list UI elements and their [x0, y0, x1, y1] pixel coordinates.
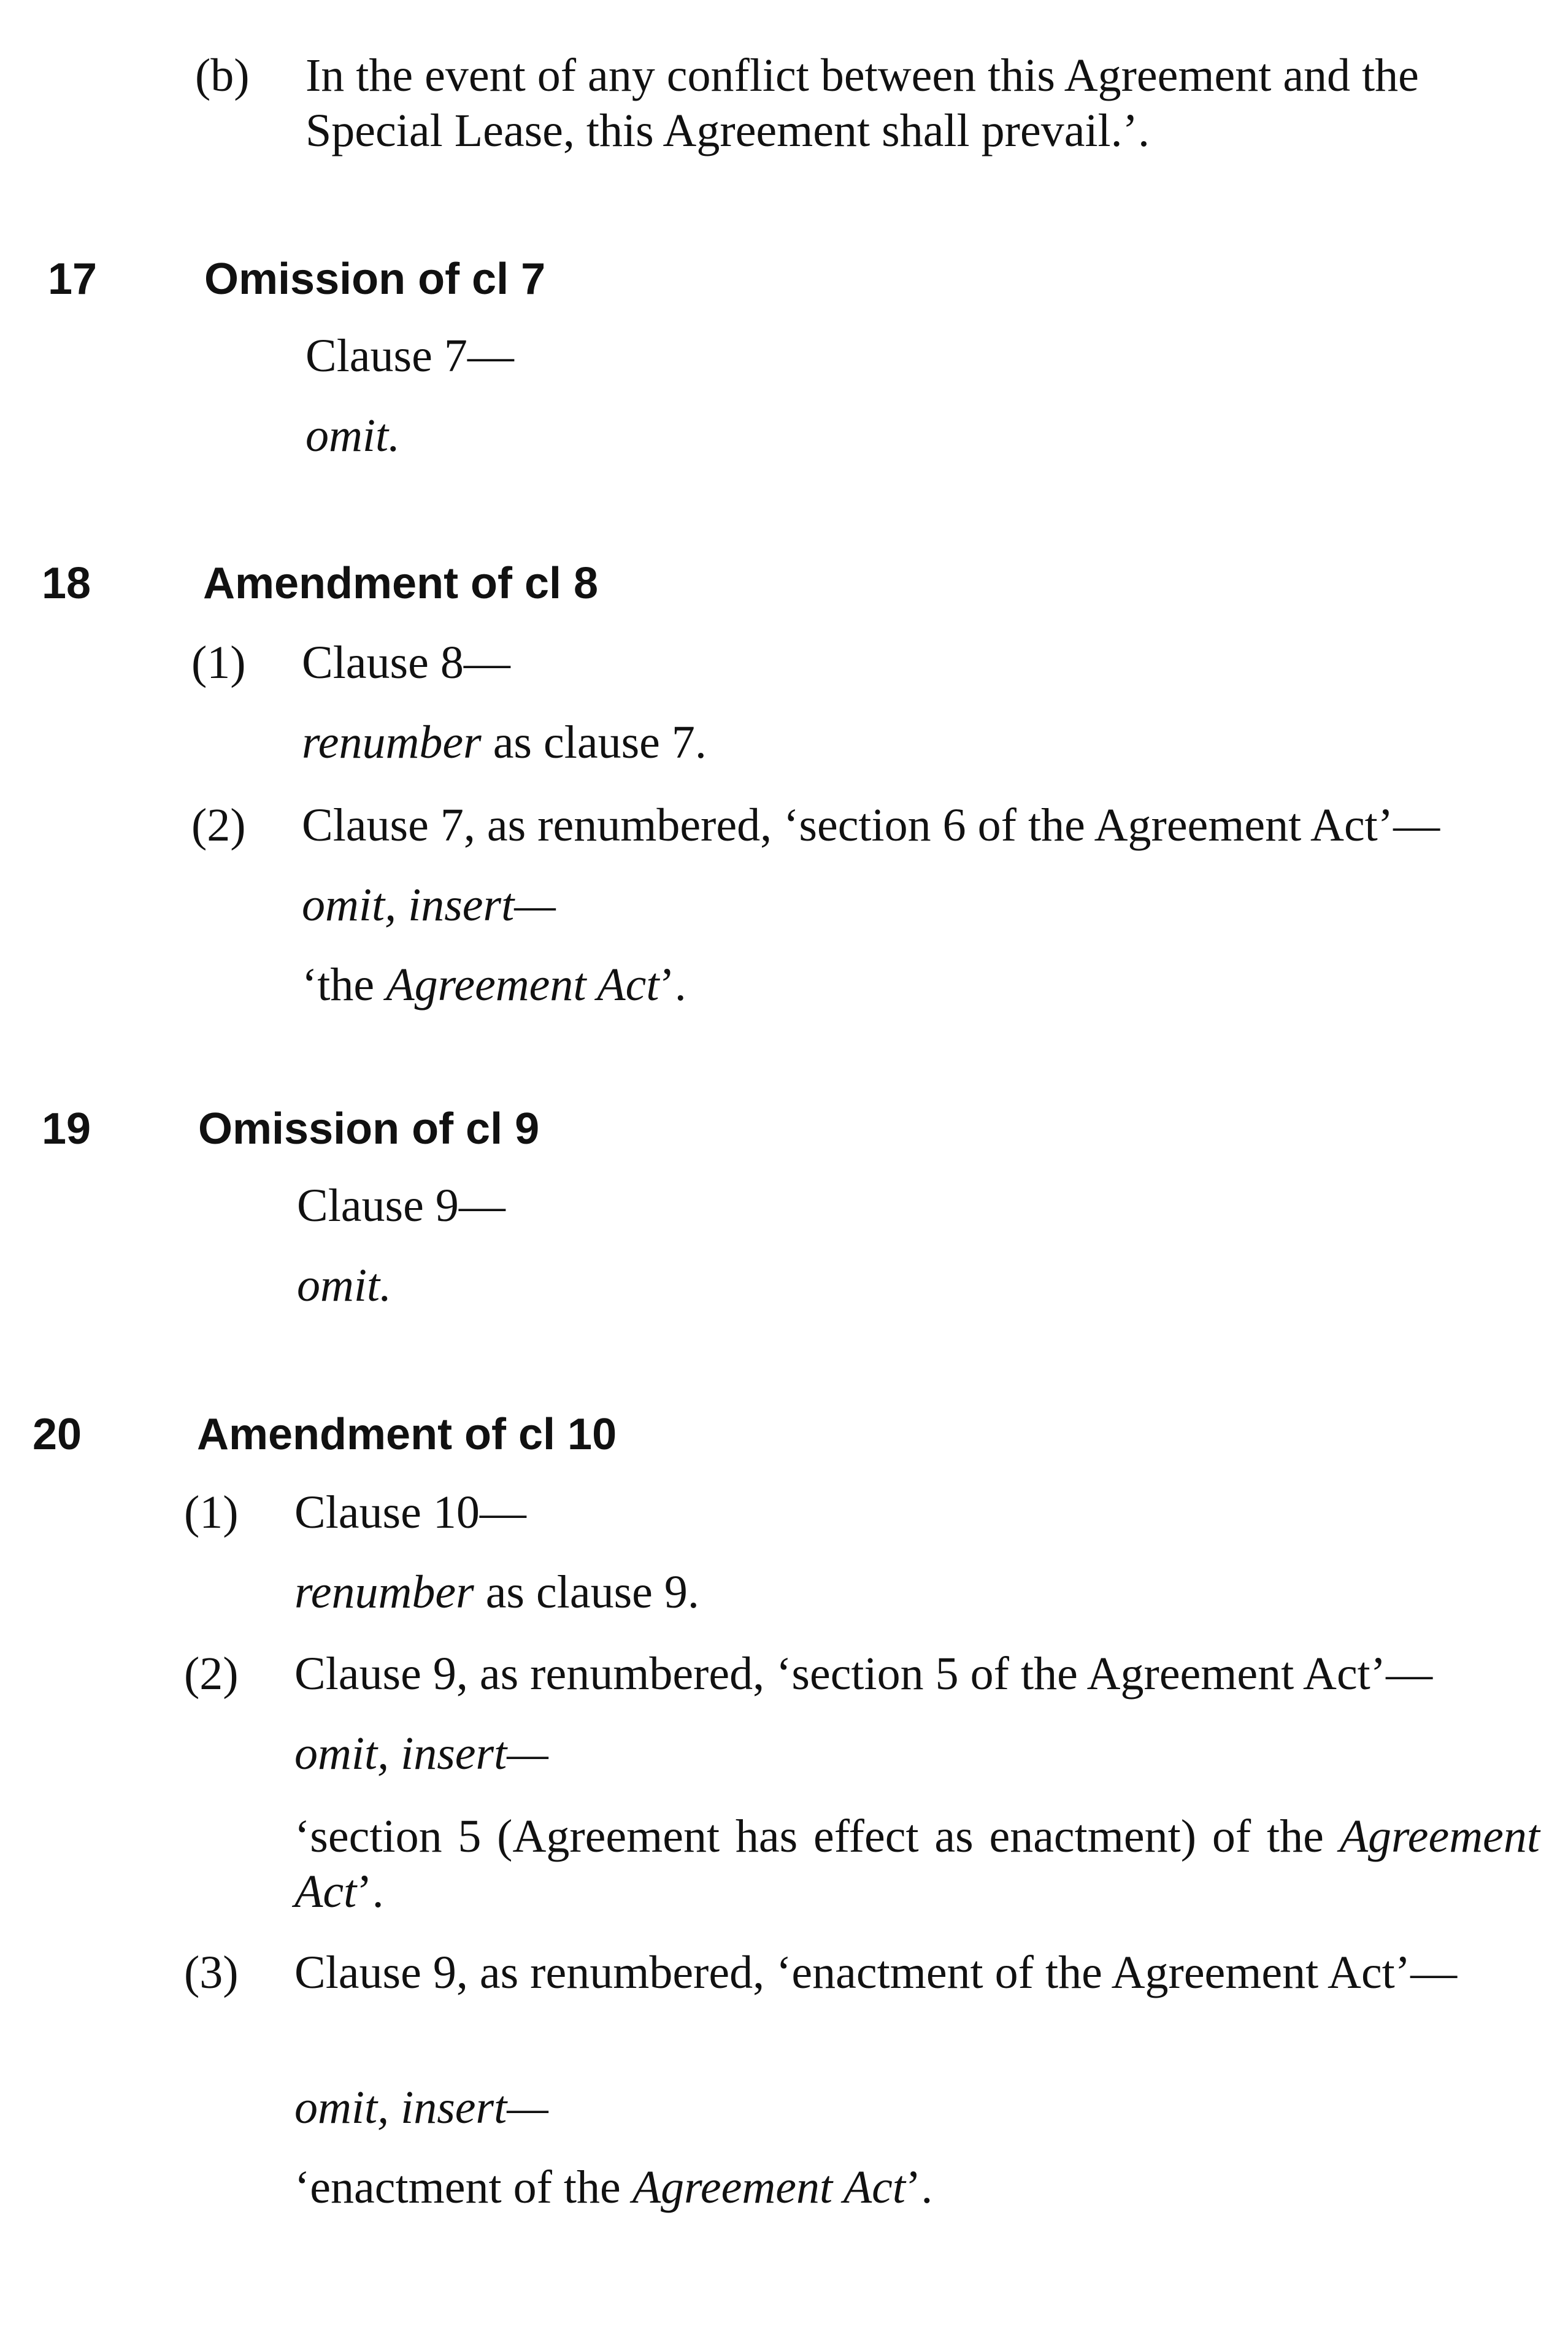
s20-sub3-insert-open: ‘enactment of the: [294, 2162, 632, 2213]
s18-sub2-insert: [302, 957, 686, 1012]
s18-sub1-rest: as clause 7.: [481, 717, 707, 768]
section-20-heading: Amendment of cl 10: [197, 1410, 617, 1459]
section-20-number: 20: [33, 1410, 82, 1459]
s20-sub3-clause: Clause 9, as renumbered, ‘enactment of the Agreement Act’—: [294, 1947, 1458, 1998]
section-19-number: 19: [42, 1104, 91, 1153]
s18-sub1-label: (1): [191, 637, 246, 688]
para-label-b: (b): [195, 50, 250, 101]
s17-instruction: omit.: [306, 410, 401, 461]
section-18-heading: Amendment of cl 8: [203, 559, 599, 608]
para-b-line1: In the event of any conflict between this Agreement and the: [306, 50, 1419, 101]
s20-sub1-instruction: [294, 1565, 699, 1620]
section-17-heading: Omission of cl 7: [204, 255, 546, 304]
s20-sub1-verb: renumber: [294, 1566, 474, 1618]
s20-sub3-label: (3): [184, 1947, 239, 1998]
s20-sub3-insert-term: Agreement Act: [632, 2162, 906, 2213]
s18-sub2-label: (2): [191, 799, 246, 851]
s18-sub2-insert-close: ’.: [659, 959, 686, 1011]
section-17-number: 17: [48, 255, 98, 304]
s17-clause: Clause 7—: [306, 330, 514, 382]
s20-sub2-insert: [294, 1809, 1540, 1919]
s20-sub2-insert-close: ’.: [356, 1866, 384, 1917]
s20-sub2-clause: Clause 9, as renumbered, ‘section 5 of the Agreement Act’—: [294, 1648, 1433, 1700]
s18-sub1-clause: Clause 8—: [302, 637, 510, 688]
s18-sub1-instruction: [302, 715, 707, 770]
section-19-heading: Omission of cl 9: [198, 1104, 540, 1153]
s20-sub1-rest: as clause 9.: [474, 1566, 699, 1618]
s20-sub2-insert-text: ‘section 5 (Agreement has effect as enactment) of the: [294, 1811, 1340, 1862]
s20-sub1-clause: Clause 10—: [294, 1487, 526, 1538]
s20-sub2-instruction: omit, insert—: [294, 1728, 548, 1779]
s18-sub2-insert-term: Agreement Act: [386, 959, 659, 1011]
section-18-number: 18: [42, 559, 91, 608]
s20-sub3-instruction: omit, insert—: [294, 2082, 548, 2133]
para-b-text: [306, 48, 1545, 158]
s18-sub2-insert-open: ‘the: [302, 959, 386, 1011]
s20-sub3-insert-close: ’.: [905, 2162, 933, 2213]
s20-sub1-label: (1): [184, 1487, 239, 1538]
s18-sub1-verb: renumber: [302, 717, 482, 768]
s20-sub2-insert-term: Agreement Act: [294, 1811, 1540, 1917]
s18-sub2-clause: Clause 7, as renumbered, ‘section 6 of the Agreement Act’—: [302, 799, 1440, 851]
s19-instruction: omit.: [297, 1260, 392, 1311]
s18-sub2-instruction: omit, insert—: [302, 879, 556, 931]
s20-sub3-insert: [294, 2160, 932, 2215]
s19-clause: Clause 9—: [297, 1180, 505, 1231]
s20-sub2-label: (2): [184, 1648, 239, 1700]
para-b-line2: Special Lease, this Agreement shall prevail.’.: [306, 105, 1150, 156]
